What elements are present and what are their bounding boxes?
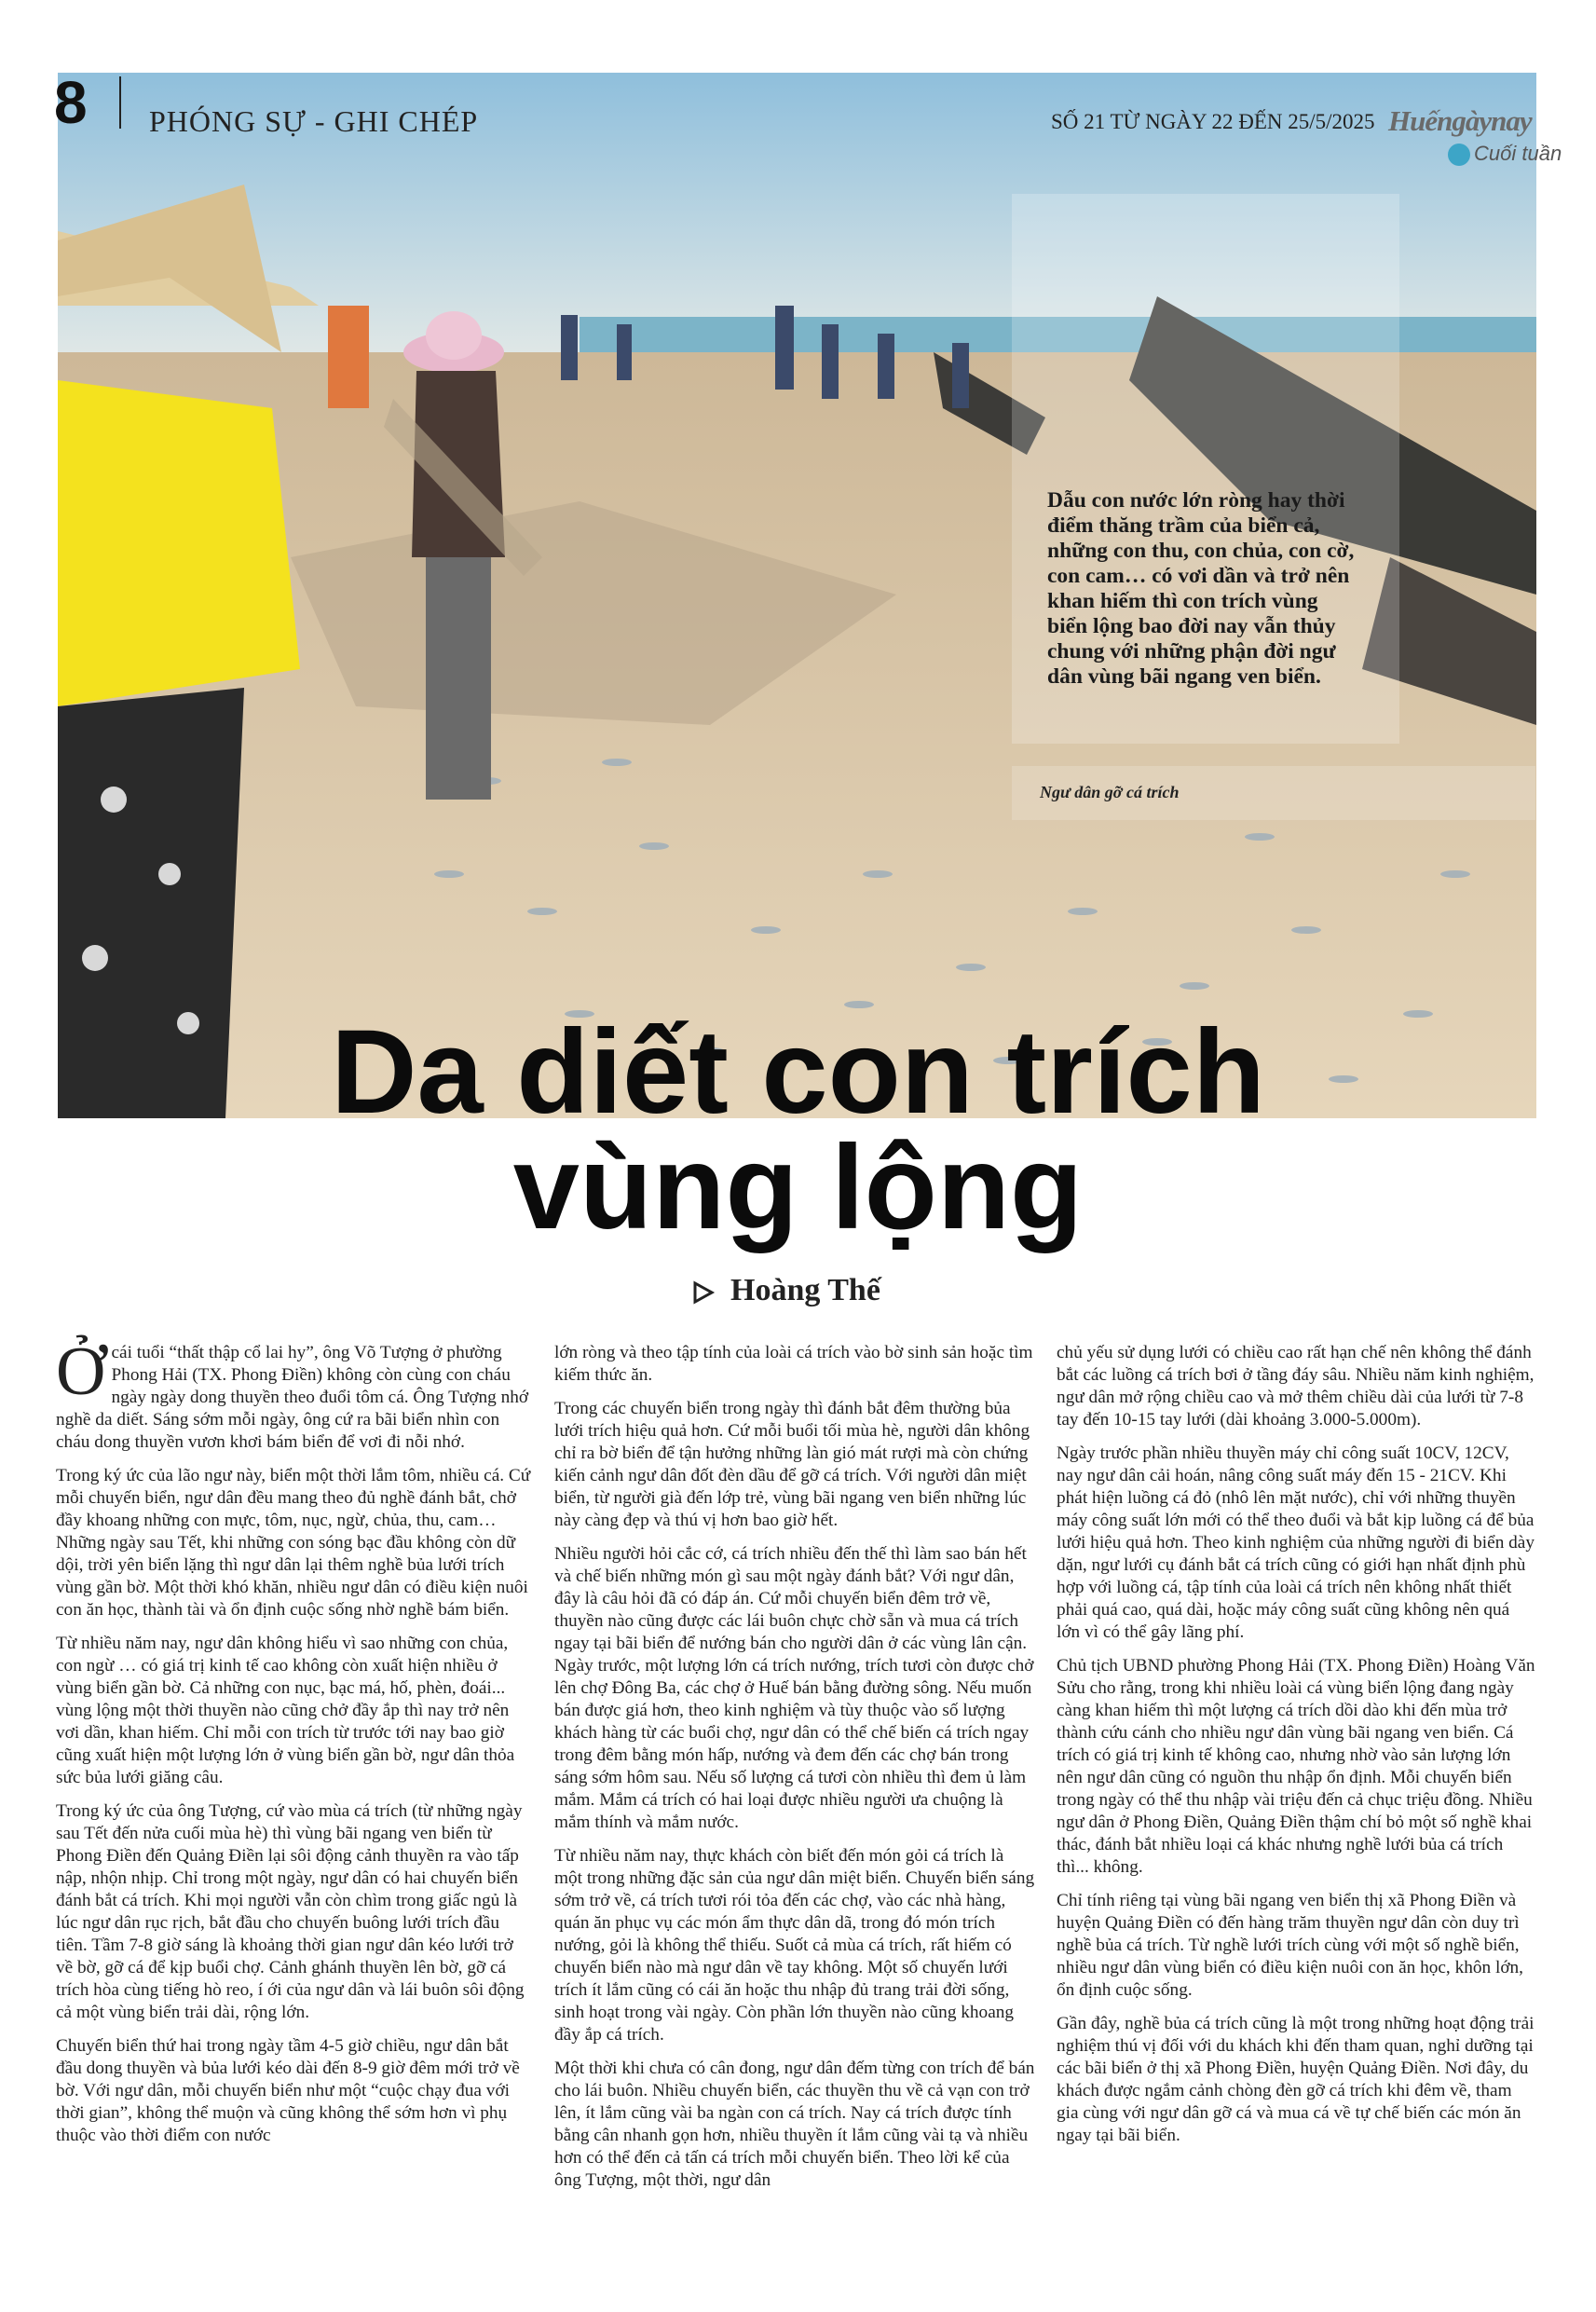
first-paragraph bbox=[56, 1334, 531, 1454]
article-title-line1: Da diết con trích bbox=[331, 1006, 1265, 1139]
woman-orange-hoodie bbox=[328, 306, 369, 408]
paragraph: Gần đây, nghề bủa cá trích cũng là một trong những hoạt động trải nghiệm thú vị đối với du khách khi đến tham quan, nghỉ dưỡng tại các bãi biển ở thị xã Phong Điền, huyện Quảng Điền. Nơi đây, du khách được ngắm cảnh chòng đèn gỡ cá trích khi đêm về, tham gia cùng với ngư dân gỡ cá và mua cá về tự chế biến các món ăn ngay tại bãi biển. bbox=[1057, 2014, 1535, 2145]
article-column-1 bbox=[56, 1334, 531, 2158]
paragraph: Trong ký ức của lão ngư này, biển một thời lắm tôm, nhiều cá. Cứ mỗi chuyến biển, ngư dân đều mang theo đủ nghề đánh bắt, chở đầy khoang những con mực, tôm, nục, ngừ, chủa, thu, cam… Những ngày sau Tết, khi những con sóng bạc đầu không còn dữ dội, trời yên biển lặng thì ngư dân lại thêm nghề bủa lưới trích vùng gần bờ. Một thời khó khăn, nhiều ngư dân có điều kiện nuôi con ăn học, thành tài và ổn định cuộc sống nhờ nghề bám biển. bbox=[56, 1466, 531, 1620]
paragraph: Trong các chuyến biển trong ngày thì đánh bắt đêm thường bủa lưới trích hiệu quả hơn. Cứ mỗi buổi tối mùa hè, người dân không chỉ ra bờ biển để tận hưởng những làn gió mát rượi mà còn chứng kiến cảnh ngư dân đốt đèn dầu để gỡ cá trích. Với người dân miệt biển, từ người già đến lớp trẻ, vùng bãi ngang ven biển những lúc này càng đẹp và thú vị hơn bao giờ hết. bbox=[554, 1399, 1030, 1530]
paragraph: Từ nhiều năm nay, thực khách còn biết đến món gỏi cá trích là một trong những đặc sản của ngư dân miệt biển. Chuyến biển sáng sớm trở về, cá trích tươi rói tỏa đến các chợ, vào các nhà hàng, quán ăn phục vụ các món ẩm thực dân dã, trong đó món trích nướng, gỏi là không thể thiếu. Suốt cả mùa cá trích, rất hiếm có chuyến biển nào mà ngư dân về tay không. Một số chuyến lưới trích ít lắm cũng có cái ăn hoặc thu nhập đủ trang trải đời sống, sinh hoạt trong vài ngày. Còn phần lớn thuyền nào cũng khoang đầy ắp cá trích. bbox=[554, 1846, 1035, 2045]
paragraph: Từ nhiều năm nay, ngư dân không hiểu vì sao những con chủa, con ngừ … có giá trị kinh tế cao không còn xuất hiện nhiều ở vùng biển gần bờ. Cả những con nục, bạc má, hố, phèn, đoái... vùng lộng một thời thuyền nào cũng chở đầy ắp thì nay trở nên vơi dần, khan hiếm. Chỉ mỗi con trích từ trước tới nay bao giờ cũng xuất hiện một lượng lớn ở vùng biển gần bờ, ngư dân thỏa sức bủa lưới giăng câu. bbox=[56, 1634, 515, 1787]
article-title-line2: vùng lộng bbox=[512, 1121, 1084, 1254]
author-name: Hoàng Thế bbox=[730, 1273, 880, 1307]
paragraph: Chỉ tính riêng tại vùng bãi ngang ven biển thị xã Phong Điền và huyện Quảng Điền có đến hàng trăm thuyền ngư dân còn duy trì nghề bủa cá trích. Từ nghề lưới trích cùng với một số nghề biển, nhiều ngư dân vùng biển có điều kiện nuôi con ăn học, khôn lớn, ổn định cuộc sống. bbox=[1057, 1891, 1523, 2000]
paragraph: Chuyến biển thứ hai trong ngày tầm 4-5 giờ chiều, ngư dân bắt đầu dong thuyền và bủa lưới kéo dài đến 8-9 giờ đêm mới trở về bờ. Với ngư dân, mỗi chuyến biển như một “cuộc chạy đua với thời gian”, không thể muộn và cũng không thể sớm hơn vì phụ thuộc vào thời điểm con nước bbox=[56, 2036, 520, 2145]
header-divider bbox=[119, 76, 121, 129]
section-label: PHÓNG SỰ - GHI CHÉP bbox=[149, 104, 479, 138]
paragraph: Chủ tịch UBND phường Phong Hải (TX. Phong Điền) Hoàng Văn Sửu cho rằng, trong khi nhiều loài cá vùng biển lộng đang ngày càng khan hiếm thì một lượng cá trích dồi dào khi đến mùa trở thành cứu cánh cho nhiều ngư dân vùng bãi ngang ven biển. Cá trích có giá trị kinh tế không cao, nhưng nhờ vào sản lượng lớn nên ngư dân cũng có nguồn thu nhập ổn định. Mỗi chuyến biển trong ngày có thể thu nhập vài triệu đến cả chục triệu đồng. Nhiều ngư dân ở Phong Điền, Quảng Điền thậm chí bỏ một số nghề khai thác, đánh bắt nhiều loại cá khác nhưng nghề lưới bủa cá trích thì... không. bbox=[1057, 1656, 1535, 1877]
paragraph: lớn ròng và theo tập tính của loài cá trích vào bờ sinh sản hoặc tìm kiếm thức ăn. bbox=[554, 1343, 1033, 1385]
pull-quote bbox=[1012, 194, 1399, 744]
pull-quote-text: Dẫu con nước lớn ròng hay thời điểm thăng trầm của biển cả, những con thu, con chủa, con cờ, con cam… có vơi dần và trở nên khan hiếm thì con trích vùng biển lộng bao đời nay vẫn thủy chung với những phận đời ngư dân vùng bãi ngang ven biển. bbox=[1047, 488, 1355, 689]
brand-subtitle bbox=[1446, 142, 1562, 166]
page-number: 8 bbox=[54, 69, 88, 136]
paragraph: Một thời khi chưa có cân đong, ngư dân đếm từng con trích để bán cho lái buôn. Nhiều chuyến biển, các thuyền thu về cả vạn con trở lên, ít lắm cũng vài ba ngàn con cá trích. Nay cá trích được tính bằng cân nhanh gọn hơn, nhiều thuyền ít lắm cũng vài tạ và nhiều hơn có thể đến cả tấn cá trích mỗi chuyến biển. Theo lời kể của ông Tượng, một thời, ngư dân bbox=[554, 2059, 1035, 2190]
photo-caption: Ngư dân gỡ cá trích bbox=[1040, 783, 1180, 801]
paragraph: chủ yếu sử dụng lưới có chiều cao rất hạn chế nên không thể đánh bắt các luồng cá trích bơi ở tầng đáy sâu. Nhiều năm kinh nghiệm, ngư dân mở rộng chiều cao và mở thêm chiều dài của lưới từ 7-8 tay đến 10-15 tay lưới (dài khoảng 3.000-5.000m). bbox=[1057, 1343, 1535, 1430]
article-column-3 bbox=[1057, 1342, 1537, 2158]
paragraph: Trong ký ức của ông Tượng, cứ vào mùa cá trích (từ những ngày sau Tết đến nửa cuối mùa hè) thì vùng bãi ngang ven biển từ Phong Điền đến Quảng Điền lại sôi động cảnh thuyền ra vào tấp nập, nhộn nhịp. Chỉ trong một ngày, ngư dân có hai chuyến biển đánh bắt cá trích. Khi mọi người vẫn còn chìm trong giấc ngủ là lúc ngư dân rục rịch, bắt đầu cho chuyến buông lưới trích đầu tiên. Tầm 7-8 giờ sáng là khoảng thời gian ngư dân kéo lưới trở về bờ, gỡ cá để kịp buổi chợ. Cảnh ghánh thuyền lên bờ, gỡ cá trích hòa cùng tiếng hò reo, í ới của ngư dân và lái buôn sôi động cả một vùng biển trải dài, rộng lớn. bbox=[56, 1801, 525, 2022]
paragraph: Nhiều người hỏi cắc cớ, cá trích nhiều đến thế thì làm sao bán hết và chế biến những món gì sau một ngày đánh bắt? Với ngư dân, đây là câu hỏi đã có đáp án. Cứ mỗi chuyến biển đêm trở về, thuyền nào cũng được các lái buôn chực chờ sẵn và mua cá trích ngay tại bãi biển để nướng bán cho người dân ở các vùng lân cận. Ngày trước, một lượng lớn cá trích nướng, trích tươi còn được chở lên chợ Đông Ba, các chợ ở Huế bán bằng đường sông. Nếu muốn bán được giá hơn, theo kinh nghiệm và tùy thuộc vào số lượng khách hàng từ các buổi chợ, ngư dân có thể chế biến cá trích ngay trong đêm bằng món hấp, nướng và đem đến các chợ bán trong sáng sớm hôm sau. Nếu số lượng cá tươi còn nhiều thì đem ủ làm mắm. Mắm cá trích có hai loại được nhiều người ưa chuộng là mắm thính và mắm nước. bbox=[554, 1544, 1034, 1832]
author-byline bbox=[691, 1273, 880, 1308]
first-paragraph-text: cái tuổi “thất thập cổ lai hy”, ông Võ Tượng ở phường Phong Hải (TX. Phong Điền) không còn cùng con cháu ngày ngày dong thuyền theo đuổi tôm cá. Ông Tượng nhớ nghề da diết. Sáng sớm mỗi ngày, ông cứ ra bãi biển nhìn con cháu dong thuyền vươn khơi bám biển để vơi đi nỗi nhớ. bbox=[56, 1343, 529, 1452]
drop-cap: Ở bbox=[56, 1334, 106, 1410]
issue-info: SỐ 21 TỪ NGÀY 22 ĐẾN 25/5/2025 bbox=[1051, 110, 1375, 133]
brand-subtitle-text: Cuối tuần bbox=[1474, 142, 1562, 165]
paragraph: Ngày trước phần nhiều thuyền máy chỉ công suất 10CV, 12CV, nay ngư dân cải hoán, nâng công suất máy đến 15 - 21CV. Khi phát hiện luồng cá đỏ (nhô lên mặt nước), chỉ với những thuyền máy công suất lớn mới có thể theo đuổi và bắt kịp luồng cá để bủa lưới hiệu quả hơn. Theo kinh nghiệm của những người đi biển dày dặn, ngư lưới cụ đánh bắt cá trích cũng có giới hạn nhất định phù hợp với luồng cá, tập tính của loài cá trích nên không nhất thiết phải quá cao, quá dài, hoặc máy công suất cũng không nên quá lớn vì có thể gây lãng phí. bbox=[1057, 1443, 1535, 1642]
article-column-2 bbox=[554, 1342, 1035, 2203]
brand-logo: Huếngàynay bbox=[1388, 104, 1532, 137]
